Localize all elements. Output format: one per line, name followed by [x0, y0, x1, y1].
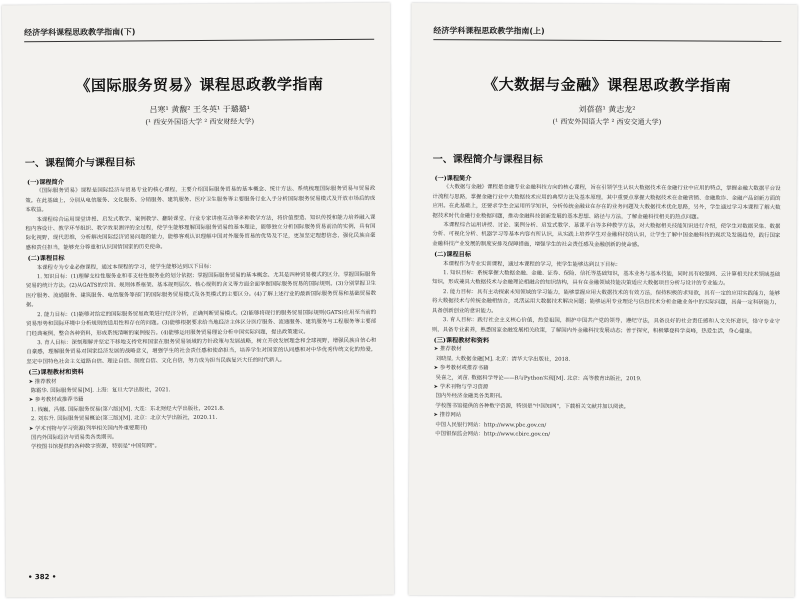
paragraph: 本课程作为专业实训课程，通过本课程的学习，使学生能够达到以下目标： — [443, 260, 622, 268]
section-heading: 一、课程简介与课程目标 — [432, 154, 543, 166]
paragraph: 本课程综合运用课堂讲授、启发式教学、案例教学、翻转课堂、行业专家讲座互动等多种教学方法，将价值塑造、知识传授和能力培养融入课程内容设计、教学环节组织、教学效果测评的全过程，使学生能够理解国际服务贸易的基本理论，能够独立分析国际服务贸易前沿的实例，具有国际化视野，现代思维，分析解决国际经济贸易问题的能力，能够客观认识理解中国对外服务贸易的优势及不足，更加坚定理想信念，强化民族自豪感和责任担当，能够充分尊重和认识国情国家的历史使命。 — [25, 214, 376, 252]
subsection-heading: (三)课程教材和资料 — [433, 337, 490, 345]
subsection-heading: (一)课程简介 — [434, 175, 472, 183]
page-title: 《国际服务贸易》课程思政教学指南 — [75, 75, 324, 95]
subsection-heading: (二)课程目标 — [27, 255, 65, 263]
section-heading: 一、课程简介与课程目标 — [25, 157, 136, 170]
reference-item: 学校图书馆提供的各种数字资源，特别是"中国知网"，下载相关文献并加以阅读。 — [435, 402, 630, 410]
list-heading: ➤ 学术刊物与学习资源(列举相关国内外重要期刊) — [28, 424, 148, 432]
left-page — [2, 3, 394, 598]
list-heading: ➤ 推荐教材 — [28, 378, 57, 385]
page-title: 《大数据与金融》课程思政教学指南 — [483, 75, 732, 95]
list-heading: ➤ 推荐网站 — [433, 412, 462, 419]
paragraph: 1. 知识目标：系统掌握大数据金融、金融、证券、保险、信托等基础知识，基本业务与基本技能，同时具有较强网、云计算相关技术领域基础知识，形成兼具大数据技术与金融理论相融合的知识结构，具有在金融领域技能决策适应大数据项目分析与设计的专业能力。 — [432, 270, 781, 288]
reference-item: 学校图书馆提供的各种数字资源，特别是"中国知网"。 — [31, 443, 160, 451]
authors: 吕寒¹ 黄馥² 王冬英¹ 于璐璐¹ — [149, 104, 250, 115]
reference-item: 刘晓星. 大数据金融[M]. 北京：清华大学出版社，2018. — [435, 355, 571, 363]
subsection-heading: (二)课程目标 — [434, 251, 472, 259]
website-item: 中国银保监会网站：http://www.cbirc.gov.cn/ — [435, 431, 551, 438]
page-number: • 382 • — [27, 572, 57, 582]
subsection-heading: (一)课程简介 — [27, 178, 64, 187]
paragraph: 2. 能力目标：(1)能够对给定的国际服务贸易政策进行经济分析，正确判断贸易模式。(2)能够将现行的服务贸易国际规则(GATS)应用至当前的贸易形势和国际环境中分析规则的适用性和存在的问题。(3)能够根据要求给当地经济主体区分医疗服务、流通服务、建筑服务与工程服务等主要部门经典案例，整合各种资料，形成系统清晰的案例报告。(4)能够运用服务贸易理论分析中国实际问题，提出政策建议。 — [26, 309, 377, 337]
paragraph: 本课程综合运用讲授、讨论、案例分析、启发式教学、慕课平台等多种教学方法，对大数据相关技能知识进行介绍，使学生对数据采集、数据分析、可视化分析、机器学习等基本内容有所认识，从实践上培养学生对金融科技的认识，让学生了解中国金融科技的现状及发展趋势，践行国家金融科技产业发展的制度安排及保障措施，增强学生的社会责任感及金融创新的使命感。 — [432, 222, 781, 249]
running-header: 经济学科课程思政教学指南(上) — [433, 25, 781, 42]
website-item: 中国人民银行网站：http://www.pbc.gov.cn/ — [435, 421, 547, 429]
list-heading: ➤ 参考教材或推荐书籍 — [28, 397, 84, 404]
right-page — [408, 3, 797, 597]
reference-item: 吴喜之，刘苗. 数据科学导论——R与Python实现[M]. 北京：高等教育出版社，2019. — [435, 374, 642, 382]
running-header: 经济学科课程思政教学指南(下) — [24, 25, 374, 42]
paragraph: 3. 育人目标：践行社会主义核心价值，热爱祖国，拥护中国共产党的领导，遵纪守法，具备良好的社会责任感和人文关怀意识，恪守专业守则，具备专业素养，熟悉国家金融发展相关政策，了解国内外金融科技发展动态；善于探究，积极攀登科学高峰，热爱生活，身心健康。 — [431, 317, 780, 335]
list-heading: ➤ 推荐教材 — [433, 346, 462, 353]
subsection-heading: (三)课程教材和资料 — [28, 368, 84, 377]
reference-item: 陈霜华. 国际服务贸易[M]. 上海：复旦大学出版社，2021. — [30, 387, 171, 395]
reference-item: 1. 钱巍，冯娜. 国际服务贸易(第六版)[M]. 大连：东北财经大学出版社，2021.8. — [30, 405, 225, 413]
reference-item: 2. 刘东升. 国际服务贸易概论(第三版)[M]. 北京：北京大学出版社，2020.11. — [30, 415, 218, 423]
paragraph: 2. 能力目标：具有主动探索未知领域的学习能力，能够掌握应用大数据技术的有效方法，保持积极的求知欲，具有一定的应用实践能力，能够将大数据技术与传统金融相结合，灵活运用大数据技术解决问题；能够运用专业理论与信息技术分析金融业务中的实际问题，具备一定科研能力，具备创新创业的意识能力。 — [431, 289, 781, 315]
authors: 刘蓓蓓¹ 黄志龙² — [578, 104, 636, 115]
reference-item: 国内外国际经济与贸易类各类期刊。 — [30, 434, 118, 442]
reference-item: 国内外经济金融类各类期刊。 — [435, 393, 506, 400]
affiliations: (¹ 西安外国语大学 ² 西安交通大学) — [552, 117, 662, 127]
paragraph: 《国际服务贸易》课程是国际经济与贸易专业的核心课程，主要介绍国际服务贸易的基本概念、统计方法、系统梳理国际服务贸易与贸易政策。在此基础上，分别从电信服务、文化服务、分销服务、建筑服务、医疗卫生服务等主要服务行业入手分析国际服务贸易模式及开放市场后的成本收益。 — [25, 186, 376, 214]
body-text — [25, 155, 377, 453]
list-heading: ➤ 学术刊物与学习资源 — [433, 384, 489, 391]
list-heading: ➤ 参考教材或推荐书籍 — [433, 365, 489, 372]
paragraph: 本课程专为专业必修课程，通过本课程的学习，使学生能够达到以下目标： — [36, 263, 215, 271]
paragraph: 《大数据与金融》课程是金融专业金融科技方向的核心课程，旨在引领学生认识大数据技术在金融行业中应用的特点，掌握金融大数据平台设计流程与思路，掌握金融行业中大数据技术应用的典型方法及基本原理，其中重要点掌握大数据技术在金融营销、金融欺诈、金融产品创新方面的应用。在此基础上，还要求学生会运用所学知识，分析传统金融业在存在的业务问题及大数据技术优化思路，另外，学生通过学习本课程了解大数据技术时代金融行业数据问题，推动金融科技创新发展的基本思想、路径与方法，了解金融科技相关的热点问题。 — [432, 184, 781, 221]
paragraph: 3. 育人目标：深刻理解并坚定不移地支持党和国家在服务贸易领域的方针政策与发展战略，树立开放发展理念和全球视野，增强民族自信心和自豪感，理解服务贸易对国家经济发展的战略意义，增强学生的社会责任感和使命担当，培养学生对国家的认同感和对中华优秀传统文化的热爱，坚定中国特色社会主义道路自信、理论自信、制度自信、文化自信，努力成为担当民族复兴大任的时代新人。 — [26, 337, 377, 365]
body-text — [431, 153, 780, 441]
affiliations: (¹ 西安外国语大学 ² 西安财经大学) — [145, 117, 255, 127]
paragraph: 1. 知识目标：(1)理解支柱性服务业和非支柱性服务业的划分依据；掌握国际服务贸易的基本概念、尤其是四种贸易模式的区分，掌握国际服务贸易的统计方法。(2)从GATS的宗旨、规则体系框架、基本规则层次、核心规则的含义等方面全面掌握国际服务贸易的国际规则。(3)分别掌握卫生医疗服务、流通服务、建筑服务、电信服务等部门的国际服务贸易模式及各类模式的主要区分。(4)了解上述行业的最新国际服务贸易和基础贸易数据。 — [25, 271, 376, 309]
